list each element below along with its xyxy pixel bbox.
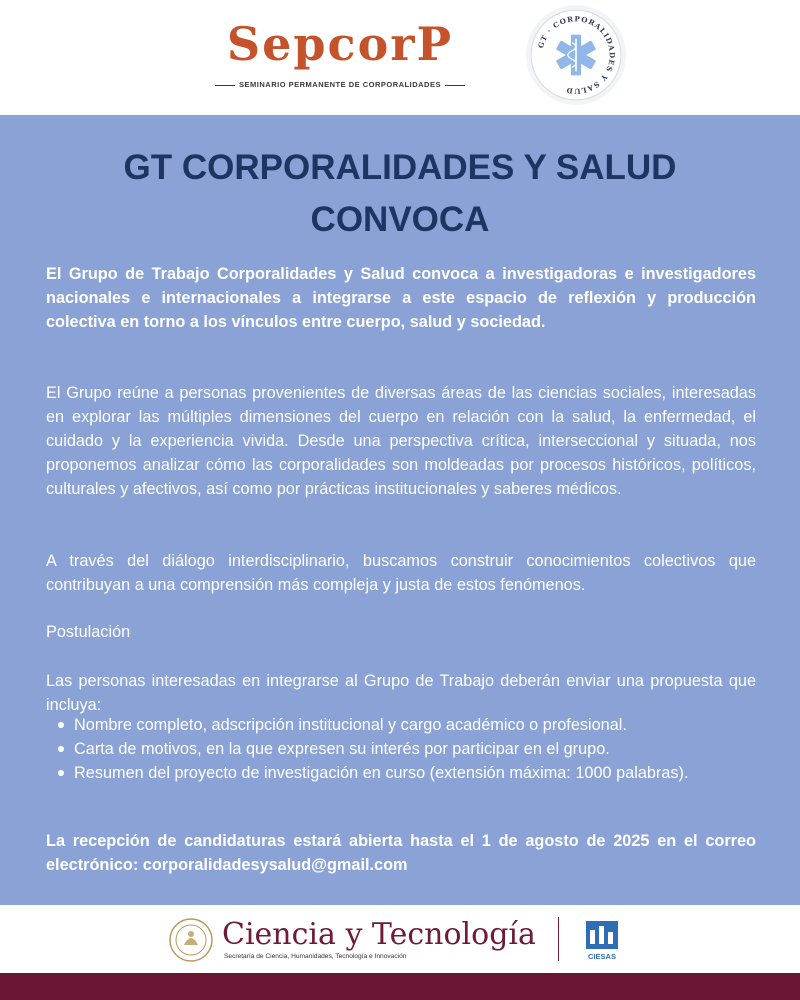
gt-logo-ring-text: GT · CORPORALIDADES Y SALUD [536,14,617,96]
postulacion-heading: Postulación [46,623,131,641]
dialogue-paragraph: A través del diálogo interdisciplinario, buscamos construir conocimientos colectivos que contribuyan a una comprensión más compleja y justa de estos fenómenos. [46,552,756,594]
requirements-list [46,713,756,785]
title-line-1: GT CORPORALIDADES Y SALUD [123,148,677,187]
requirement-text: Nombre completo, adscripción institucional y cargo académico o profesional. [74,716,627,734]
ciencia-tecnologia-subtitle: Secretaría de Ciencia, Humanidades, Tecnología e Innovación [224,953,407,960]
page-title [40,142,760,246]
sepcorp-logo [200,14,480,88]
requirement-text: Resumen del proyecto de investigación en curso (extensión máxima: 1000 palabras). [74,764,689,782]
sepcorp-logo-text: SepcorP [226,17,454,71]
ciesas-logo [585,920,619,962]
gt-corporalidades-logo [525,4,627,106]
ciencia-tecnologia-title: Ciencia y Tecnología [222,917,536,952]
ciesas-label: CIESAS [588,952,616,961]
intro-paragraph: El Grupo de Trabajo Corporalidades y Salud convoca a investigadoras e investigadores nacionales e internacionales a integrarse a este espacio de reflexión y producción colectiva en torno a los vínculos entre cuerpo, salud y sociedad. [46,265,756,331]
requirement-text: Carta de motivos, en la que expresen su interés por participar en el grupo. [74,740,610,758]
bullet-dot-icon [58,770,64,776]
bullet-dot-icon [58,722,64,728]
sepcorp-subtitle: SEMINARIO PERMANENTE DE CORPORALIDADES [213,80,467,89]
footer-divider [558,917,559,961]
national-seal-icon [168,917,214,963]
list-item [46,761,756,785]
list-item [46,737,756,761]
list-item [46,713,756,737]
bullet-dot-icon [58,746,64,752]
title-line-2: CONVOCA [310,200,490,239]
deadline-paragraph: La recepción de candidaturas estará abierta hasta el 1 de agosto de 2025 en el correo electrónico: corporalidadesysalud@gmail.com [46,832,756,874]
description-paragraph: El Grupo reúne a personas provenientes de diversas áreas de las ciencias sociales, interesadas en explorar las múltiples dimensiones del cuerpo en relación con la salud, la enfermedad, el cuidado y la experiencia vivida. Desde una perspectiva crítica, interseccional y situada, nos proponemos analizar cómo las corporalidades son moldeadas por procesos históricos, políticos, culturales y afectivos, así como por prácticas institucionales y saberes médicos. [46,384,756,498]
bottom-bar [0,973,800,1000]
header [0,0,800,115]
requirements-intro: Las personas interesadas en integrarse al Grupo de Trabajo deberán enviar una propuesta que incluya: [46,672,756,714]
